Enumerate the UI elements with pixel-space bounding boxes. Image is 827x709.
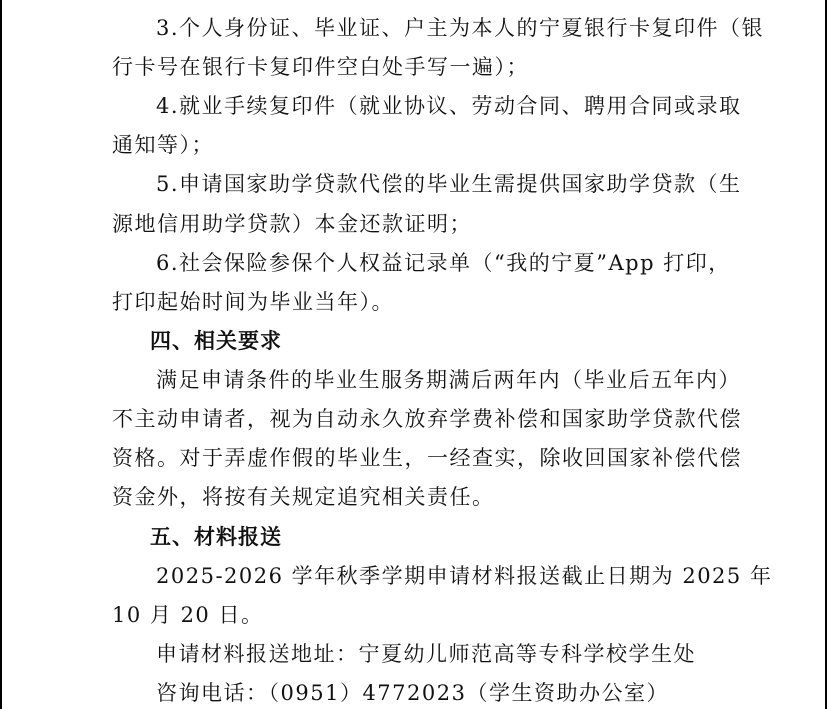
item-5-line-2: 源地信用助学贷款）本金还款证明； — [112, 211, 472, 236]
item-3-line-1: 3.个人身份证、毕业证、户主为本人的宁夏银行卡复印件（银 — [156, 16, 765, 40]
item-4-line-1: 4.就业手续复印件（就业协议、劳动合同、聘用合同或录取 — [156, 94, 742, 119]
item-6-line-1: 6.社会保险参保个人权益记录单（“我的宁夏”App 打印， — [156, 250, 731, 275]
submission-deadline-line-2: 10 月 20 日。 — [112, 602, 264, 627]
requirements-line-4: 资金外，将按有关规定追究相关责任。 — [112, 485, 495, 510]
section-heading-submission: 五、材料报送 — [150, 524, 282, 549]
item-3-line-2: 行卡号在银行卡复印件空白处手写一遍）； — [112, 55, 529, 80]
requirements-line-1: 满足申请条件的毕业生服务期满后两年内（毕业后五年内） — [156, 368, 741, 393]
item-4-line-2: 通知等）； — [112, 133, 214, 158]
requirements-line-2: 不主动申请者，视为自动永久放弃学费补偿和国家助学贷款代偿 — [112, 407, 742, 432]
submission-deadline-line-1: 2025-2026 学年秋季学期申请材料报送截止日期为 2025 年 — [156, 563, 773, 588]
item-6-line-2: 打印起始时间为毕业当年）。 — [112, 289, 394, 314]
item-5-line-1: 5.申请国家助学贷款代偿的毕业生需提供国家助学贷款（生 — [156, 172, 742, 197]
section-heading-requirements: 四、相关要求 — [150, 328, 282, 353]
requirements-line-3: 资格。对于弄虚作假的毕业生，一经查实，除收回国家补偿代偿 — [112, 446, 742, 471]
contact-phone: 咨询电话：（0951）4772023（学生资助办公室） — [156, 681, 669, 705]
submission-address: 申请材料报送地址：宁夏幼儿师范高等专科学校学生处 — [156, 641, 696, 666]
